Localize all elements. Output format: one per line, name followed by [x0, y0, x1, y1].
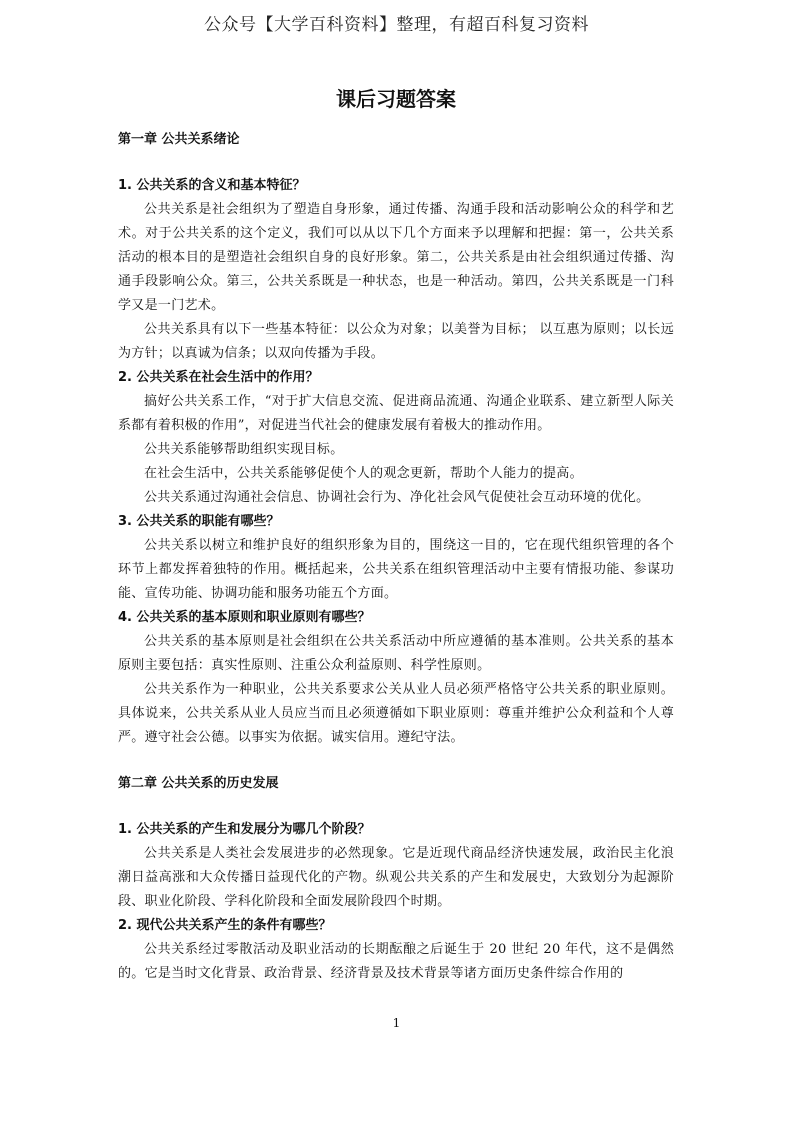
question-heading: 3. 公共关系的职能有哪些？ — [118, 514, 280, 529]
answer-paragraph: 公共关系是社会组织为了塑造自身形象，通过传播、沟通手段和活动影响公众的科学和艺术。对于公共关系的这个定义，我们可以从以下几个方面来予以理解和把握：第一，公共关系活动的根本目的是塑造社会组织自身的良好形象。第二，公共关系是由社会组织通过传播、沟通手段影响公众。第三，公共关系既是一种状态，也是一种活动。第四，公共关系既是一门科学又是一门艺术。 — [118, 202, 674, 313]
answer-paragraph: 公共关系通过沟通社会信息、协调社会行为、净化社会风气促使社会互动环境的优化。 — [144, 490, 650, 505]
page-number: 1 — [392, 1016, 401, 1030]
answer-paragraph: 公共关系能够帮助组织实现目标。 — [144, 442, 344, 457]
question-heading: 1. 公共关系的产生和发展分为哪几个阶段？ — [118, 822, 371, 837]
question-heading: 1. 公共关系的含义和基本特征？ — [118, 178, 306, 193]
chapter-2 — [118, 772, 674, 986]
question-heading: 2. 现代公共关系产生的条件有哪些？ — [118, 918, 332, 933]
document-body — [118, 84, 674, 986]
answer-paragraph: 在社会生活中，公共关系能够促使个人的观念更新，帮助个人能力的提高。 — [144, 466, 583, 481]
question-heading: 4. 公共关系的基本原则和职业原则有哪些？ — [118, 610, 371, 625]
chapter-1 — [118, 128, 674, 750]
document-title: 课后习题答案 — [336, 87, 456, 111]
answer-paragraph: 公共关系是人类社会发展进步的必然现象。它是近现代商品经济快速发展，政治民主化浪潮日益高涨和大众传播日益现代化的产物。纵观公共关系的产生和发展史，大致划分为起源阶段、职业化阶段、学科化阶段和全面发展阶段四个时期。 — [118, 846, 674, 909]
page-header: 公众号【大学百科资料】整理，有超百科复习资料 — [204, 15, 589, 35]
answer-paragraph: 公共关系的基本原则是社会组织在公共关系活动中所应遵循的基本准则。公共关系的基本原则主要包括：真实性原则、注重公众利益原则、科学性原则。 — [118, 634, 674, 673]
question-heading: 2. 公共关系在社会生活中的作用？ — [118, 370, 319, 385]
answer-paragraph: 公共关系经过零散活动及职业活动的长期酝酿之后诞生于 20 世纪 20 年代，这不是偶然的。它是当时文化背景、政治背景、经济背景及技术背景等诸方面历史条件综合作用的 — [118, 942, 674, 981]
chapter-heading: 第一章 公共关系绪论 — [118, 132, 240, 147]
answer-paragraph: 公共关系作为一种职业，公共关系要求公关从业人员必须严格恪守公共关系的职业原则。具体说来，公共关系从业人员应当而且必须遵循如下职业原则：尊重并维护公众利益和个人尊严。遵守社会公德。以事实为依据。诚实信用。遵纪守法。 — [118, 682, 674, 745]
chapter-heading: 第二章 公共关系的历史发展 — [118, 776, 279, 791]
answer-paragraph: 公共关系以树立和维护良好的组织形象为目的，围绕这一目的，它在现代组织管理的各个环节上都发挥着独特的作用。概括起来，公共关系在组织管理活动中主要有情报功能、参谋功能、宣传功能、协调功能和服务功能五个方面。 — [118, 538, 674, 601]
answer-paragraph: 公共关系具有以下一些基本特征：以公众为对象；以美誉为目标； 以互惠为原则；以长远为方针；以真诚为信条；以双向传播为手段。 — [118, 322, 674, 361]
answer-paragraph: 搞好公共关系工作，“对于扩大信息交流、促进商品流通、沟通企业联系、建立新型人际关系都有着积极的作用”，对促进当代社会的健康发展有着极大的推动作用。 — [118, 394, 674, 433]
